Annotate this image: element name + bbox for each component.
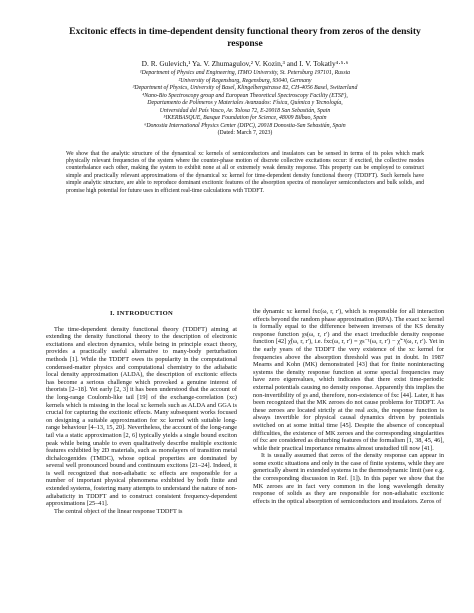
- paper-title: Excitonic effects in time-dependent density functional theory from zeros of the density response: [69, 26, 421, 49]
- paragraph: the dynamic xc kernel fxc(ω, r, r′), which is responsible for all interaction effects beyond the random phase approximation (RPA). The exact xc kernel is formally equal to the difference between inverses of the KS density response function χs(ω, r, r′) and the exact irreducible density response function [42] χ̃(ω, r, r′), i.e. fxc(ω, r, r′) = χs⁻¹(ω, r, r′) − χ̃⁻¹(ω, r, r′). Yet in the early years of the TDDFT the very existence of the xc kernel for frequencies above the absorption threshold was put in doubt. In 1987 Mearns and Kohn (MK) demonstrated [43] that for finite noninteracting systems the density response function at some special frequencies may have zero eigenvalues, which indicates that there exist time-periodic external potentials causing no density response. Apparently this implies the non-invertibility of χs and, therefore, non-existence of fxc [44]. Later, it has been recognized that the MK zeroes do not cause problems for TDDFT. As these zeroes are located strictly at the real axis, the response function is always invertible for physical causal dynamics driven by potentials switched on at some initial time [45]. Despite the absence of conceptual difficulties, the existence of MK zeroes and the corresponding singularities of fxc are considered as disturbing features of the formalism [1, 38, 45, 46], while their practical importance remains almost unstudied till now [41].: [253, 308, 445, 452]
- affiliation-line: ³Department of Physics, University of Basel, Klingelbergstrasse 82, CH-4056 Basel, Switzerland: [132, 85, 358, 91]
- affiliation-line: ²University of Regensburg, Regensburg, 93040, Germany: [178, 77, 312, 84]
- affiliation-list: [46, 70, 444, 130]
- affiliation-line: ⁴Nano-Bio Spectroscopy group and European Theoretical Spectroscopy Facility (ETSF),: [142, 92, 348, 99]
- arxiv-identifier-stamp: [0, 115, 28, 505]
- abstract: We show that the analytic structure of the dynamical xc kernels of semiconductors and insulators can be sensed in terms of its poles which mark physically relevant frequencies of the system where the counter-phase motion of discrete collective excitations occur: if excited, the collective modes counterbalance each other, making the system to exhibit none at all or extremely weak density response. This property can be employed to construct simple and practically relevant approximations of the dynamical xc kernel for time-dependent density functional theory (TDDFT). Such kernels have simple analytic structure, are able to reproduce dominant excitonic features of the absorption spectra of monolayer semiconductors and bulk solids, and promise high potential for future uses in efficient real-time calculations with TDDFT.: [66, 150, 424, 194]
- affiliation-line: ¹Department of Physics and Engineering, ITMO University, St. Petersburg 197101, Russia: [139, 70, 351, 76]
- body-columns: [46, 308, 444, 515]
- affiliation-line: ⁶Donostia International Physics Center (DIPC), 20018 Donostia-San Sebastián, Spain: [144, 122, 346, 129]
- affiliation-line: ⁵IKERBASQUE, Basque Foundation for Science, 48009 Bilbao, Spain: [163, 115, 327, 121]
- paragraph: The central object of the linear response TDDFT is: [54, 507, 183, 515]
- dated-line: (Dated: March 7, 2023): [217, 130, 273, 136]
- author-list: D. R. Gulevich,¹ Ya. V. Zhumagulov,² V. Kozin,³ and I. V. Tokatly⁴·⁵·⁶: [141, 59, 349, 68]
- paper-first-page: [46, 26, 445, 515]
- paragraph: The time-dependent density functional theory (TDDFT) aiming at extending the density functional theory to the description of electronic excitations and electron dynamics, while being in principle exact theory, provides a practically useful alternative to many-body perturbation methods [1]. While the TDDFT owes its popularity in the computational condensed-matter physics and computational chemistry to the adiabatic local density approximation (ALDA), the description of excitonic effects has become a serious challenge which provoked a genuine interest of theorists [2–18]. Yet early [2, 3] it has been understood that the account of the long-range Coulomb-like tail [19] of the exchange-correlation (xc) kernels which is missing in the local xc kernels such as ALDA and GGA is crucial for capturing the excitonic effects. Many subsequent works focused on designing a suitable approximation for xc kernel with suitable long-range behaviour [4–13, 15, 20]. Nevertheless, the account of the long-range tail via a static approximation [2, 6] typically yields a single bound exciton peak while being unable to even qualitatively describe multiple excitonic features exhibited by 2D materials, such as monolayers of transition metal dichalcogenides (TMDC), whose optical properties are dominated by several well pronounced bound and continuum excitons [21–24]. Indeed, it is well recognized that non-adiabatic xc effects are responsible for a number of important physical phenomena exhibited by both finite and extended systems, fostering many attempts to understand the nature of non-adiabaticity in TDDFT and to construct consistent frequency-dependent approximations [25–41].: [46, 325, 237, 508]
- affiliation-line: Universidad del País Vasco, Av. Tolosa 72, E-20018 San Sebastián, Spain: [159, 107, 331, 114]
- affiliation-line: Departamento de Polímeros y Materiales Avanzados: Física, Química y Tecnología,: [147, 100, 343, 106]
- right-column: [253, 308, 444, 515]
- paragraph: It is usually assumed that zeros of the density response can appear in some exotic situations and only in the case of finite systems, while they are generically absent in extended systems in the thermodynamic limit (see e.g. the corresponding discussion in Ref. [1]). In this paper we show that the MK zeroes are in fact very common in the long wavelength density response of solids as they are responsible for non-adiabatic excitonic effects in the optical absorption of semiconductors and insulators. Zeros of: [253, 452, 444, 505]
- left-column: [46, 308, 237, 515]
- section-heading: I. INTRODUCTION: [109, 310, 174, 317]
